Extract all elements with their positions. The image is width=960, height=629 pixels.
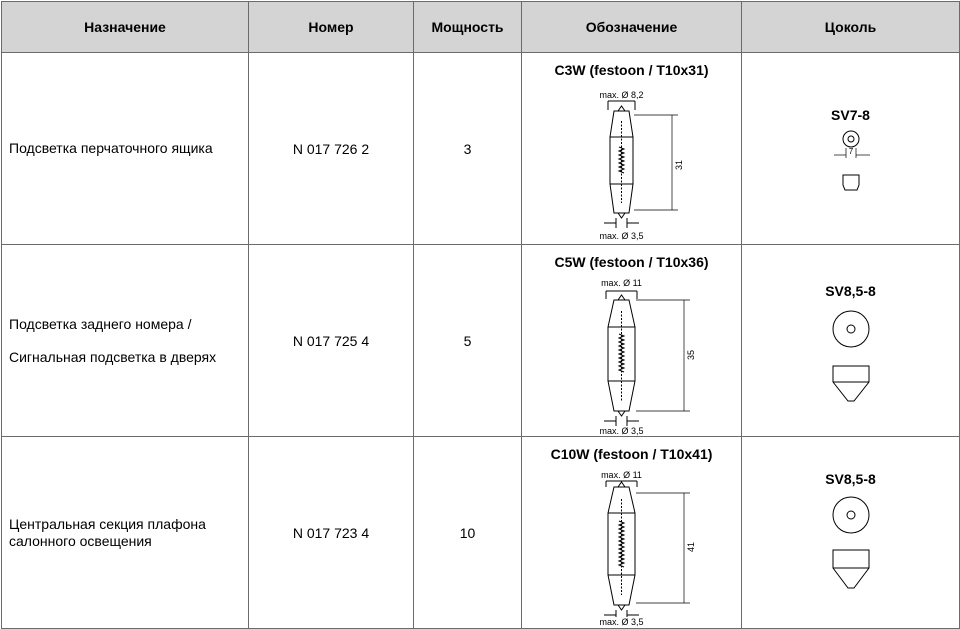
max-diameter-label: max. Ø 11 bbox=[601, 470, 642, 480]
header-purpose: Назначение bbox=[2, 2, 249, 53]
table-row bbox=[2, 245, 960, 437]
lamp-spec-table bbox=[1, 1, 960, 629]
part-number: N 017 723 4 bbox=[249, 437, 414, 629]
festoon-bulb-drawing bbox=[522, 245, 742, 436]
purpose-text: Сигнальная подсветка в дверях bbox=[9, 348, 217, 365]
base-cell bbox=[742, 245, 960, 437]
purpose-cell bbox=[2, 437, 249, 629]
length-label: 41 bbox=[686, 541, 696, 553]
header-base: Цоколь bbox=[742, 2, 960, 53]
base-drawing bbox=[742, 437, 960, 628]
min-diameter-label: max. Ø 3,5 bbox=[599, 231, 644, 241]
base-dimension-label: 7 bbox=[848, 147, 854, 156]
header-number: Номер bbox=[249, 2, 414, 53]
festoon-bulb-drawing bbox=[522, 53, 742, 244]
lamp-designation-cell bbox=[522, 437, 742, 629]
base-cell bbox=[742, 437, 960, 629]
header-power: Мощность bbox=[414, 2, 522, 53]
table-row bbox=[2, 437, 960, 629]
min-diameter-label: max. Ø 3,5 bbox=[599, 426, 644, 436]
length-label: 35 bbox=[686, 349, 696, 361]
table-header-row bbox=[2, 2, 960, 53]
lamp-type-title: C5W (festoon / T10x36) bbox=[554, 254, 709, 270]
base-type-title: SV8,5-8 bbox=[825, 471, 876, 487]
min-diameter-label: max. Ø 3,5 bbox=[599, 617, 644, 627]
part-number: N 017 726 2 bbox=[249, 53, 414, 245]
base-type-title: SV7-8 bbox=[831, 107, 870, 123]
part-number: N 017 725 4 bbox=[249, 245, 414, 437]
max-diameter-label: max. Ø 11 bbox=[601, 278, 642, 288]
lamp-type-title: C3W (festoon / T10x31) bbox=[554, 62, 709, 78]
table-row bbox=[2, 53, 960, 245]
purpose-text: Центральная секция плафона bbox=[9, 515, 206, 532]
base-type-title: SV8,5-8 bbox=[825, 283, 876, 299]
lamp-designation-cell bbox=[522, 53, 742, 245]
length-label: 31 bbox=[674, 159, 684, 171]
purpose-text: салонного освещения bbox=[9, 532, 152, 549]
purpose-cell bbox=[2, 245, 249, 437]
purpose-text: Подсветка перчаточного ящика bbox=[9, 140, 213, 156]
power-value: 3 bbox=[414, 53, 522, 245]
power-value: 5 bbox=[414, 245, 522, 437]
base-drawing bbox=[742, 245, 960, 436]
base-drawing bbox=[742, 53, 960, 244]
max-diameter-label: max. Ø 8,2 bbox=[599, 90, 644, 100]
power-value: 10 bbox=[414, 437, 522, 629]
base-cell bbox=[742, 53, 960, 245]
header-designation: Обозначение bbox=[522, 2, 742, 53]
lamp-designation-cell bbox=[522, 245, 742, 437]
lamp-type-title: C10W (festoon / T10x41) bbox=[550, 446, 713, 462]
festoon-bulb-drawing bbox=[522, 437, 742, 628]
purpose-text: Подсветка заднего номера / bbox=[9, 315, 192, 332]
purpose-cell bbox=[2, 53, 249, 245]
